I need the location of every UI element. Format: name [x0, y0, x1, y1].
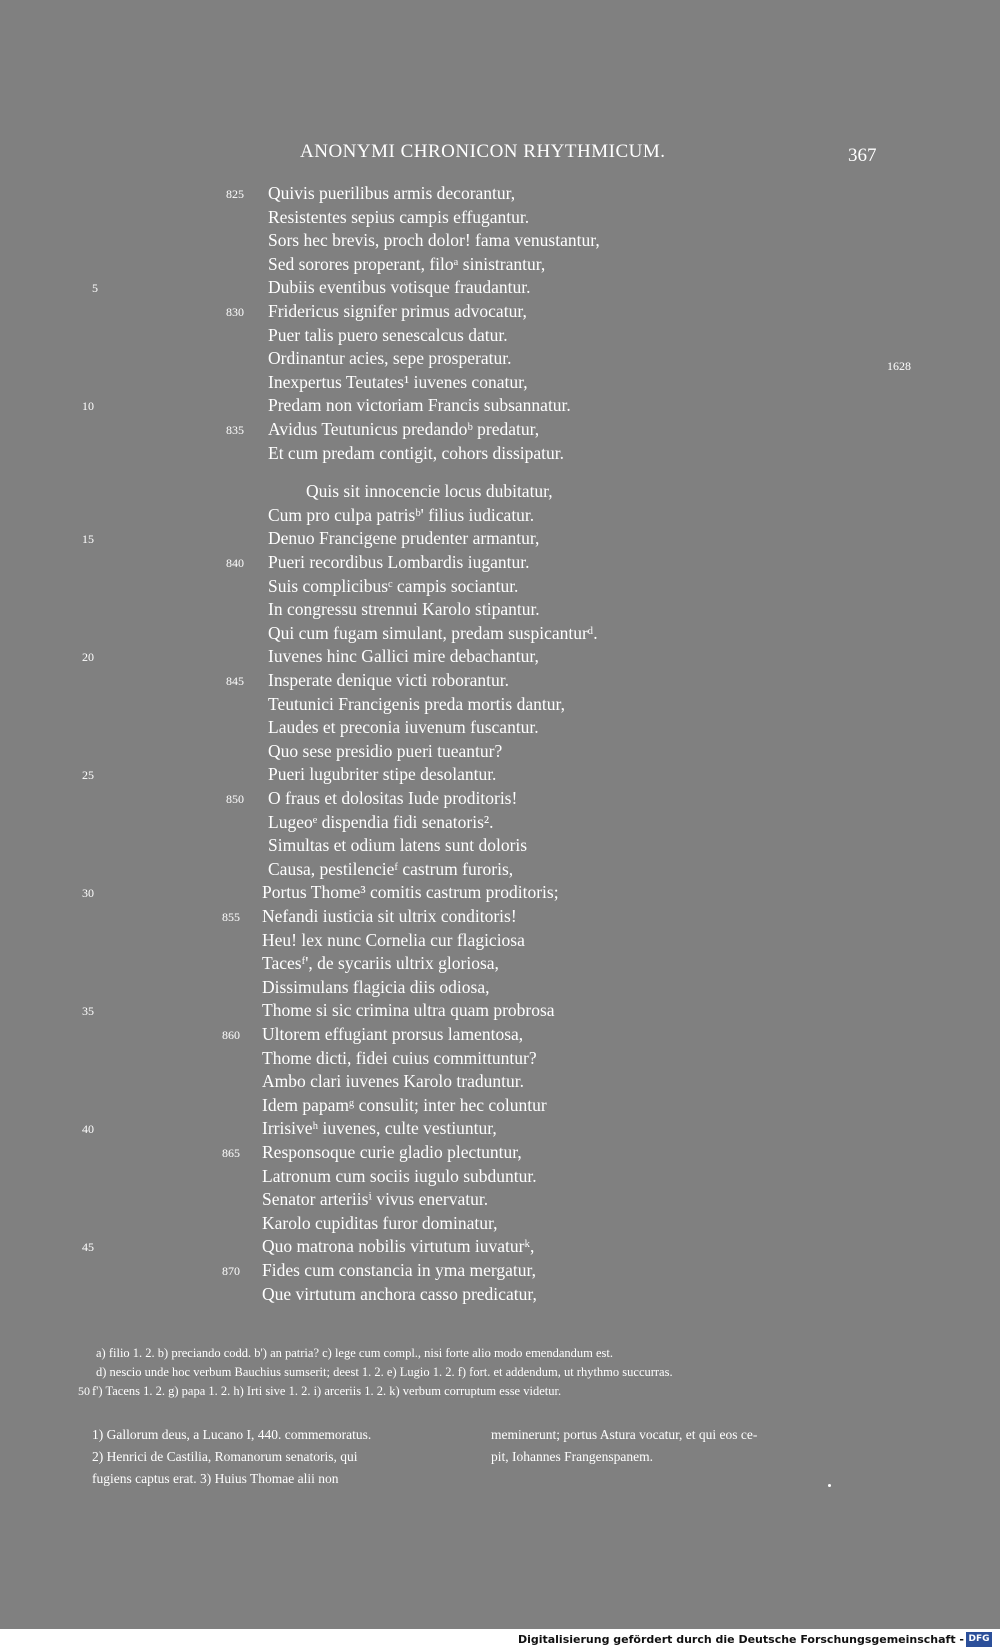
footnote-line-number: 50	[78, 1384, 90, 1398]
verse-line: Lugeoᵉ dispendia fidi senatoris².	[268, 811, 494, 832]
verse-line: Ordinantur acies, sepe prosperatur.	[268, 348, 512, 369]
verse-line: Nefandi iusticia sit ultrix conditoris!	[262, 906, 517, 926]
note-line-left: 1) Gallorum deus, a Lucano I, 440. commemoratus.	[92, 1427, 372, 1442]
column-line-number: 25	[82, 768, 94, 783]
column-line-number: 15	[82, 532, 94, 547]
verse-line: Suis complicibusᶜ campis sociantur.	[268, 575, 519, 596]
verse-line: Teutunici Francigenis preda mortis dantur,	[268, 693, 565, 714]
verse-line: Heu! lex nunc Cornelia cur flagiciosa	[262, 929, 525, 950]
verse-line: Karolo cupiditas furor dominatur,	[262, 1212, 498, 1233]
verse-number: 840	[226, 556, 244, 570]
verse-line: Resistentes sepius campis effugantur.	[268, 206, 530, 227]
verse-line: Tacesᶠ', de sycariis ultrix gloriosa,	[262, 953, 499, 974]
verse-number: 830	[226, 305, 244, 319]
verse-line: Causa, pestilencieᶠ castrum furoris,	[268, 858, 514, 879]
verse-line: Sed sorores properant, filoᵃ sinistrantur,	[268, 253, 546, 274]
verse-line: Puer talis puero senescalcus datur.	[268, 324, 508, 345]
note-line-left: fugiens captus erat. 3) Huius Thomae alii non	[92, 1471, 339, 1486]
verse-number: 835	[226, 423, 244, 437]
verse-number: 850	[226, 792, 244, 806]
verse-line: Denuo Francigene prudenter armantur,	[268, 528, 540, 549]
note-line-right: pit, Iohannes Frangenspanem.	[491, 1449, 653, 1464]
column-line-number: 30	[82, 886, 94, 901]
verse-line: Latronum cum sociis iugulo subduntur.	[262, 1165, 537, 1186]
verse-line: Inexpertus Teutates¹ iuvenes conatur,	[268, 371, 528, 392]
verse-line: Qui cum fugam simulant, predam suspicanturᵈ.	[268, 622, 598, 643]
verse-number: 855	[222, 910, 240, 924]
page-number: 367	[848, 145, 877, 166]
verse-line: In congressu strennui Karolo stipantur.	[268, 599, 540, 620]
verse-number: 845	[226, 674, 244, 688]
column-line-number: 10	[82, 399, 94, 414]
note-line-right: meminerunt; portus Astura vocatur, et qui eos ce-	[491, 1427, 758, 1442]
verse-line: Thome dicti, fidei cuius committuntur?	[262, 1047, 537, 1068]
note-line-left: 2) Henrici de Castilia, Romanorum senatoris, qui	[92, 1449, 358, 1464]
verse-line: Quis sit innocencie locus dubitatur,	[306, 481, 553, 502]
footer-bar	[0, 1629, 1000, 1651]
column-line-number: 40	[82, 1122, 94, 1137]
column-line-number: 45	[82, 1240, 94, 1255]
column-line-number: 20	[82, 650, 94, 665]
verse-line: O fraus et dolositas Iude proditoris!	[268, 788, 518, 808]
column-line-number: 35	[82, 1004, 94, 1019]
verse-line: Quivis puerilibus armis decorantur,	[268, 183, 516, 203]
verse-line: Avidus Teutunicus predandoᵇ predatur,	[268, 419, 540, 439]
verse-line: Pueri recordibus Lombardis iugantur.	[268, 552, 530, 572]
apparatus-line: a) filio 1. 2. b) preciando codd. b') an patria? c) lege cum compl., nisi forte alio modo emendandum est.	[96, 1346, 614, 1360]
verse-line: Predam non victoriam Francis subsannatur.	[268, 395, 571, 416]
verse-line: Dissimulans flagicia diis odiosa,	[262, 976, 490, 997]
dfg-logo: DFG	[966, 1632, 992, 1647]
verse-line: Portus Thome³ comitis castrum proditoris;	[262, 882, 559, 903]
verse-line: Irrisiveʰ iuvenes, culte vestiuntur,	[262, 1118, 497, 1139]
verse-line: Cum pro culpa patrisᵇ' filius iudicatur.	[268, 504, 535, 525]
apparatus-line: d) nescio unde hoc verbum Bauchius sumserit; deest 1. 2. e) Lugio 1. 2. f) fort. et addendum, ut rhythmo succurras.	[96, 1365, 673, 1379]
verse-line: Fides cum constancia in yma mergatur,	[262, 1260, 537, 1280]
verse-line: Responsoque curie gladio plectuntur,	[262, 1142, 522, 1162]
verse-line: Senator arteriisⁱ vivus enervatur.	[262, 1189, 489, 1210]
verse-number: 870	[222, 1264, 240, 1278]
verse-line: Ultorem effugiant prorsus lamentosa,	[262, 1024, 524, 1044]
verse-line: Pueri lugubriter stipe desolantur.	[268, 764, 497, 785]
verse-line: Idem papamᵍ consulit; inter hec coluntur	[262, 1094, 547, 1115]
verse-number: 825	[226, 187, 244, 201]
verse-line: Quo sese presidio pueri tueantur?	[268, 740, 503, 761]
column-line-number: 5	[92, 281, 98, 296]
verse-number: 860	[222, 1028, 240, 1042]
verse-line: Dubiis eventibus votisque fraudantur.	[268, 277, 531, 298]
speck	[828, 1484, 831, 1487]
verse-line: Sors hec brevis, proch dolor! fama venustantur,	[268, 230, 600, 251]
running-header: ANONYMI CHRONICON RHYTHMICUM.	[300, 141, 666, 162]
verse-line: Et cum predam contigit, cohors dissipatur.	[268, 442, 564, 463]
verse-line: Ambo clari iuvenes Karolo traduntur.	[262, 1071, 524, 1092]
verse-number: 865	[222, 1146, 240, 1160]
verse-line: Simultas et odium latens sunt doloris	[268, 835, 528, 856]
verse-line: Thome si sic crimina ultra quam probrosa	[262, 1000, 555, 1021]
verse-line: Iuvenes hinc Gallici mire debachantur,	[268, 646, 539, 667]
verse-line: Quo matrona nobilis virtutum iuvaturᵏ,	[262, 1236, 535, 1257]
margin-year: 1628	[887, 359, 911, 373]
verse-line: Laudes et preconia iuvenum fuscantur.	[268, 717, 539, 738]
verse-line: Insperate denique victi roborantur.	[268, 670, 510, 690]
verse-line: Fridericus signifer primus advocatur,	[268, 301, 527, 321]
verse-line: Que virtutum anchora casso predicatur,	[262, 1283, 537, 1304]
apparatus-line: f') Tacens 1. 2. g) papa 1. 2. h) Irti sive 1. 2. i) arceriis 1. 2. k) verbum corruptum esse videtur.	[92, 1384, 562, 1398]
funding-notice: Digitalisierung gefördert durch die Deutsche Forschungsgemeinschaft -	[517, 1633, 964, 1646]
